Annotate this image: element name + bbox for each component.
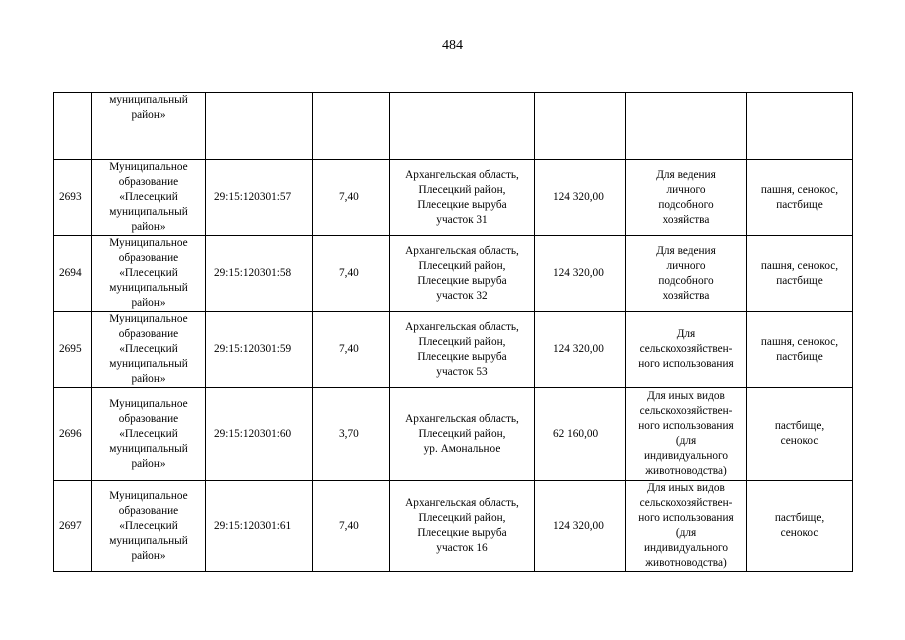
- address-cell: Архангельская область, Плесецкий район, Плесецкие выруба участок 53: [390, 312, 535, 388]
- cost-cell: 124 320,00: [535, 160, 626, 236]
- land-type-cell: пашня, сенокос, пастбище: [747, 236, 853, 312]
- land-plots-table: [53, 92, 853, 572]
- table-row: [54, 236, 853, 312]
- cost-cell: [535, 93, 626, 160]
- owner-cell: муниципальный район»: [92, 93, 206, 160]
- owner-cell: Муниципальное образование «Плесецкий муниципальный район»: [92, 160, 206, 236]
- land-type-cell: пашня, сенокос, пастбище: [747, 312, 853, 388]
- row-number: 2693: [54, 160, 92, 236]
- purpose-cell: Для иных видов сельскохозяйствен- ного использования (для индивидуального животноводства): [626, 481, 747, 572]
- row-number: [54, 93, 92, 160]
- row-number: 2696: [54, 388, 92, 481]
- owner-cell: Муниципальное образование «Плесецкий муниципальный район»: [92, 388, 206, 481]
- area-cell: 7,40: [313, 481, 390, 572]
- table-row: [54, 481, 853, 572]
- table-row: [54, 160, 853, 236]
- row-number: 2694: [54, 236, 92, 312]
- purpose-cell: Для иных видов сельскохозяйствен- ного использования (для индивидуального животноводства): [626, 388, 747, 481]
- purpose-cell: Для сельскохозяйствен- ного использования: [626, 312, 747, 388]
- page-number: 484: [442, 38, 463, 53]
- cadastral-number-cell: 29:15:120301:58: [206, 236, 313, 312]
- owner-cell: Муниципальное образование «Плесецкий муниципальный район»: [92, 236, 206, 312]
- cadastral-number-cell: 29:15:120301:60: [206, 388, 313, 481]
- cost-cell: 62 160,00: [535, 388, 626, 481]
- cost-cell: 124 320,00: [535, 481, 626, 572]
- land-type-cell: [747, 93, 853, 160]
- address-cell: Архангельская область, Плесецкий район, Плесецкие выруба участок 16: [390, 481, 535, 572]
- purpose-cell: Для ведения личного подсобного хозяйства: [626, 236, 747, 312]
- table-row: [54, 388, 853, 481]
- cadastral-number-cell: 29:15:120301:57: [206, 160, 313, 236]
- cost-cell: 124 320,00: [535, 236, 626, 312]
- cadastral-number-cell: 29:15:120301:59: [206, 312, 313, 388]
- table-row-continuation: [54, 93, 853, 160]
- cadastral-number-cell: 29:15:120301:61: [206, 481, 313, 572]
- address-cell: [390, 93, 535, 160]
- area-cell: [313, 93, 390, 160]
- land-type-cell: пашня, сенокос, пастбище: [747, 160, 853, 236]
- owner-cell: Муниципальное образование «Плесецкий муниципальный район»: [92, 312, 206, 388]
- area-cell: 7,40: [313, 236, 390, 312]
- address-cell: Архангельская область, Плесецкий район, ур. Амональное: [390, 388, 535, 481]
- land-type-cell: пастбище, сенокос: [747, 481, 853, 572]
- owner-cell: Муниципальное образование «Плесецкий муниципальный район»: [92, 481, 206, 572]
- area-cell: 7,40: [313, 160, 390, 236]
- land-type-cell: пастбище, сенокос: [747, 388, 853, 481]
- purpose-cell: [626, 93, 747, 160]
- row-number: 2695: [54, 312, 92, 388]
- address-cell: Архангельская область, Плесецкий район, Плесецкие выруба участок 32: [390, 236, 535, 312]
- row-number: 2697: [54, 481, 92, 572]
- cost-cell: 124 320,00: [535, 312, 626, 388]
- purpose-cell: Для ведения личного подсобного хозяйства: [626, 160, 747, 236]
- table-row: [54, 312, 853, 388]
- cadastral-number-cell: [206, 93, 313, 160]
- address-cell: Архангельская область, Плесецкий район, Плесецкие выруба участок 31: [390, 160, 535, 236]
- area-cell: 7,40: [313, 312, 390, 388]
- area-cell: 3,70: [313, 388, 390, 481]
